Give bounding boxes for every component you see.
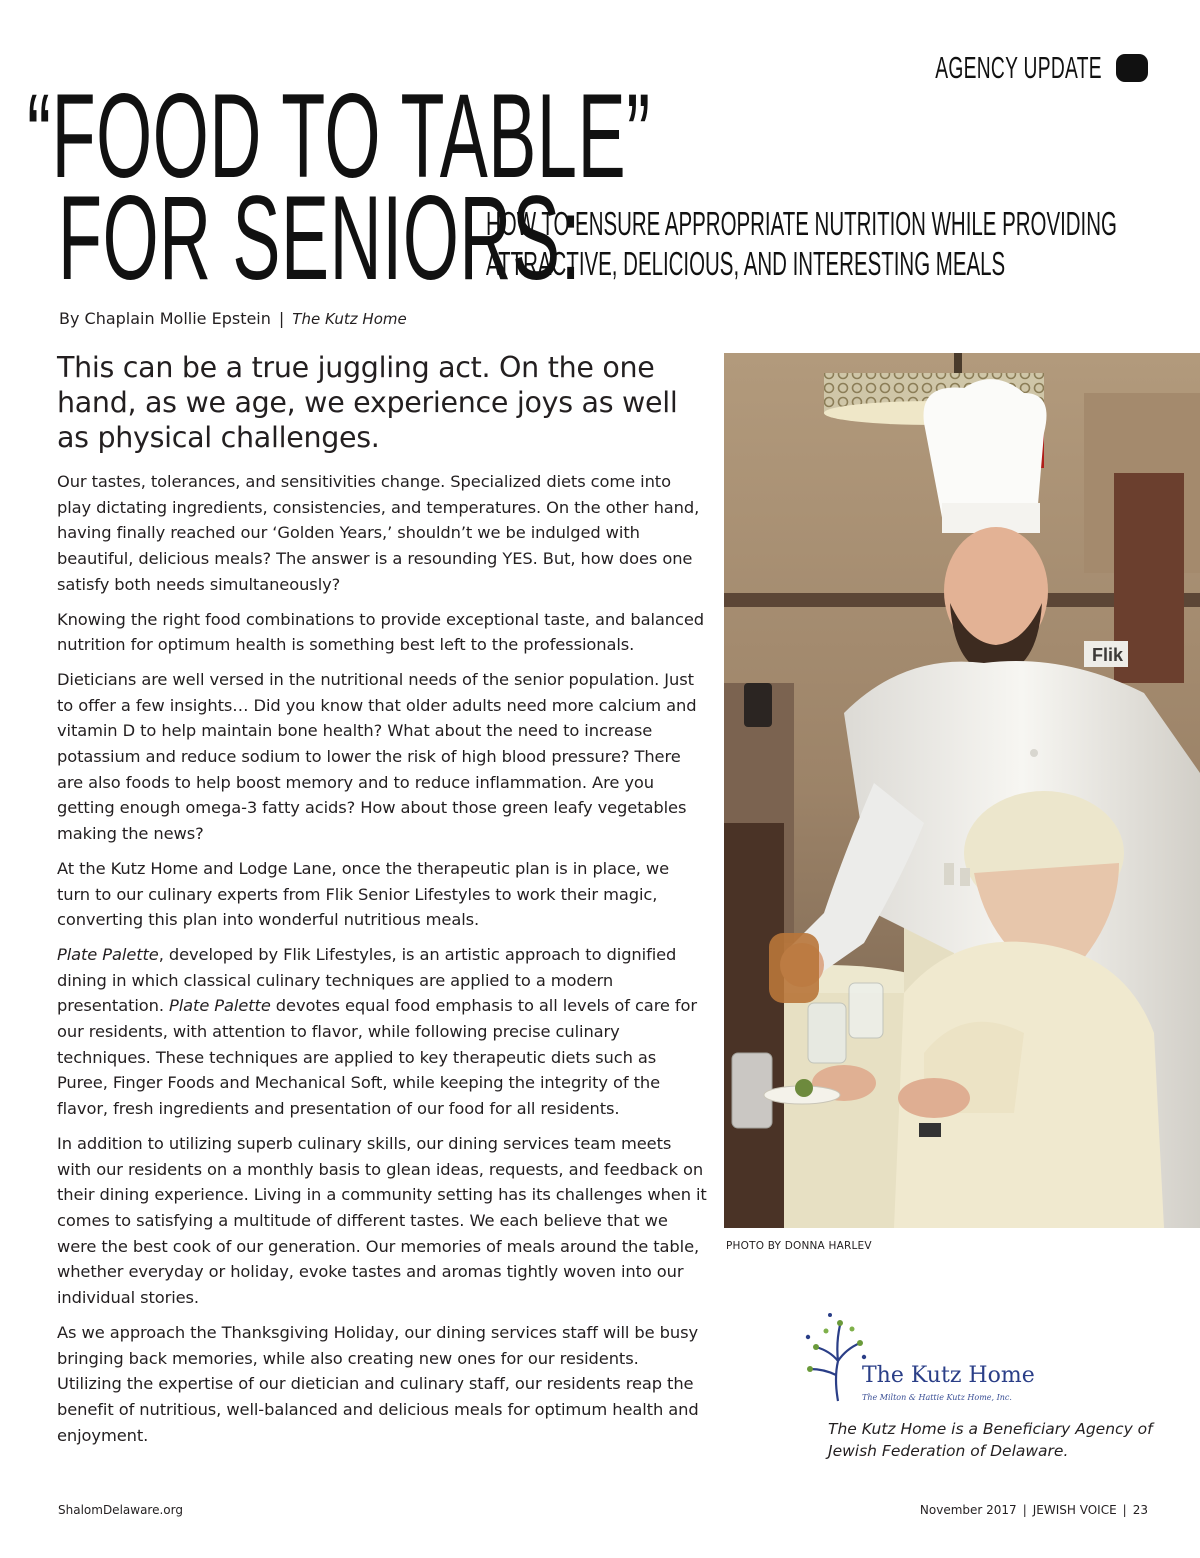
article-body (57, 469, 707, 1457)
headline-line-2: FOR SENIORS: (58, 171, 582, 305)
tree-icon (800, 1303, 870, 1403)
footer-date: November 2017 (919, 1503, 1017, 1517)
footer-website: ShalomDelaware.org (58, 1503, 183, 1517)
footer-page-number: 23 (1132, 1503, 1148, 1517)
subtitle-line-1: HOW TO ENSURE APPROPRIATE NUTRITION WHILE PROVIDING (486, 205, 1117, 242)
jacket-logo: Flik (1092, 645, 1124, 665)
logo-name: The Kutz Home (862, 1363, 1035, 1388)
chef-photo (724, 353, 1200, 1228)
headline-line-1: “FOOD TO TABLE” (27, 69, 651, 203)
paragraph-6: In addition to utilizing superb culinary skills, our dining services team meets with our residents on a monthly basis to glean ideas, requests, and feedback on their dining experience. Living in a community setting has its challenges when it comes to satisfying a multitude of different tastes. We each believe that we were the best cook of our generation. Our memories of meals around the table, whether everyday or holiday, evoke tastes and aromas tightly woven into our individual stories. (57, 1133, 707, 1308)
logo-subtitle: The Milton & Hattie Kutz Home, Inc. (862, 1393, 1012, 1402)
paragraph-5-part-2: devotes equal food emphasis to all levels of care for our residents, with attention to flavor, while following precise culinary techniques. These techniques are applied to key therapeutic diets such as Puree, Finger Foods and Mechanical Soft, while keeping the integrity of the flavor, fresh ingredients and presentation of our food for all residents. (57, 996, 698, 1119)
section-marker-icon (1116, 54, 1148, 82)
paragraph-7: As we approach the Thanksgiving Holiday, our dining services staff will be busy bringing back memories, while also creating new ones for our residents. Utilizing the expertise of our dietician and culinary staff, our residents reap the benefit of nutritious, well-balanced and delicious meals for optimum health and enjoyment. (57, 1322, 699, 1445)
subtitle-line-2: ATTRACTIVE, DELICIOUS, AND INTERESTING MEALS (486, 245, 1006, 282)
footer-issue-info (920, 1503, 1148, 1517)
byline-author: By Chaplain Mollie Epstein (59, 309, 271, 328)
footer-separator: | (1122, 1503, 1127, 1517)
section-label (833, 50, 1148, 86)
paragraph-4: At the Kutz Home and Lodge Lane, once the therapeutic plan is in place, we turn to our culinary experts from Flik Senior Lifestyles to work their magic, converting this plan into wonderful nutritious meals. (57, 858, 670, 930)
paragraph-3: Dieticians are well versed in the nutritional needs of the senior population. Just to offer a few insights… Did you know that older adults need more calcium and vitamin D to help maintain bone health? What about the need to increase potassium and reduce sodium to lower the risk of high blood pressure? There are also foods to help boost memory and to reduce inflammation. Are you getting enough omega-3 fatty acids? How about those green leafy vegetables making the news? (57, 669, 697, 844)
footer-separator: | (1022, 1503, 1027, 1517)
kutz-home-logo (800, 1303, 1035, 1403)
byline-organization: The Kutz Home (292, 310, 407, 328)
plate-palette-emphasis: Plate Palette (57, 944, 159, 964)
beneficiary-note: The Kutz Home is a Beneficiary Agency of Jewish Federation of Delaware. (828, 1420, 1153, 1460)
paragraph-5 (57, 942, 707, 1122)
section-label-text: AGENCY UPDATE (935, 50, 1102, 85)
paragraph-1: Our tastes, tolerances, and sensitivities change. Specialized diets come into play dictating ingredients, consistencies, and temperatures. On the other hand, having finally reached our ‘Golden Years,’ shouldn’t we be indulged with beautiful, delicious meals? The answer is a resounding YES. But, how does one satisfy both needs simultaneously? (57, 472, 700, 594)
byline-separator: | (278, 309, 285, 328)
paragraph-5-part-1: , developed by Flik Lifestyles, is an artistic approach to dignified dining in which classical culinary techniques are applied to a modern presentation. (57, 944, 677, 1016)
byline (59, 309, 407, 328)
headline-subtitle (486, 204, 1117, 284)
photo-caption: PHOTO BY DONNA HARLEV (726, 1240, 872, 1252)
paragraph-2: Knowing the right food combinations to provide exceptional taste, and balanced nutrition for optimum health is something best left to the professionals. (57, 609, 705, 655)
photo-illustration (724, 353, 1200, 1228)
plate-palette-emphasis: Plate Palette (169, 996, 271, 1016)
footer-publication: JEWISH VOICE (1032, 1503, 1117, 1517)
lead-paragraph: This can be a true juggling act. On the one hand, as we age, we experience joys as well as physical challenges. (57, 351, 678, 454)
